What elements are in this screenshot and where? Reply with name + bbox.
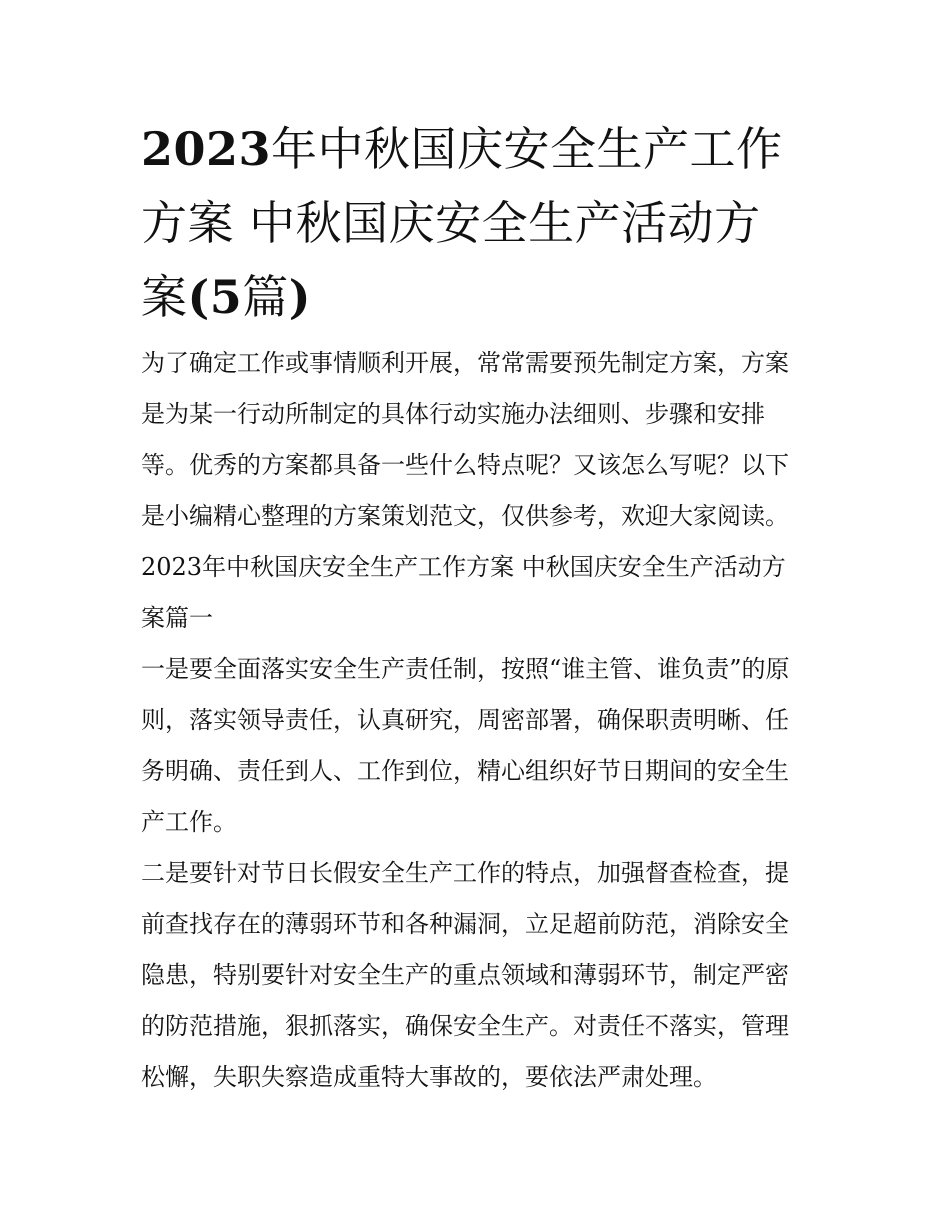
paragraph-line: 一是要全面落实安全生产责任制，按照“谁主管、谁负责”的原 <box>141 655 790 683</box>
paragraph-line: 2023年中秋国庆安全生产工作方案 中秋国庆安全生产活动方 <box>141 553 786 581</box>
intro-paragraph <box>141 338 813 542</box>
section-heading <box>141 542 813 644</box>
point-one-paragraph <box>141 644 813 848</box>
paragraph-line: 为了确定工作或事情顺利开展，常常需要预先制定方案，方案 <box>141 349 789 377</box>
paragraph-line: 案篇一 <box>141 604 213 632</box>
title-year: 2023 <box>141 122 272 176</box>
document-title <box>141 112 813 334</box>
paragraph-line: 松懈，失职失察造成重特大事故的，要依法严肃处理。 <box>141 1063 717 1091</box>
paragraph-line: 产工作。 <box>141 808 237 836</box>
paragraph-line: 隐患，特别要针对安全生产的重点领域和薄弱环节，制定严密 <box>141 961 789 989</box>
title-line-3-a: 案 <box>141 270 188 324</box>
point-two-paragraph <box>141 848 813 1103</box>
document-content <box>141 112 813 1103</box>
title-line-3 <box>141 260 813 334</box>
paragraph-line: 二是要针对节日长假安全生产工作的特点，加强督查检查，提 <box>141 859 789 887</box>
title-line-3-d: ) <box>288 270 312 324</box>
title-line-2: 方案 中秋国庆安全生产活动方 <box>141 196 761 250</box>
paragraph-line: 则，落实领导责任，认真研究，周密部署，确保职责明晰、任 <box>141 706 789 734</box>
document-body <box>141 338 813 1103</box>
paragraph-line: 前查找存在的薄弱环节和各种漏洞，立足超前防范，消除安全 <box>141 910 789 938</box>
paragraph-line: 等。优秀的方案都具备一些什么特点呢？又该怎么写呢？以下 <box>141 451 789 479</box>
title-line-3-b: (5 <box>187 270 243 324</box>
title-line-1 <box>141 112 813 186</box>
paragraph-line: 是为某一行动所制定的具体行动实施办法细则、步骤和安排 <box>141 400 765 428</box>
title-line-3-c: 篇 <box>242 270 289 324</box>
paragraph-line: 务明确、责任到人、工作到位，精心组织好节日期间的安全生 <box>141 757 789 785</box>
title-line-1-rest: 年中秋国庆安全生产工作 <box>271 122 783 176</box>
paragraph-line: 是小编精心整理的方案策划范文，仅供参考，欢迎大家阅读。 <box>141 502 789 530</box>
paragraph-line: 的防范措施，狠抓落实，确保安全生产。对责任不落实，管理 <box>141 1012 789 1040</box>
